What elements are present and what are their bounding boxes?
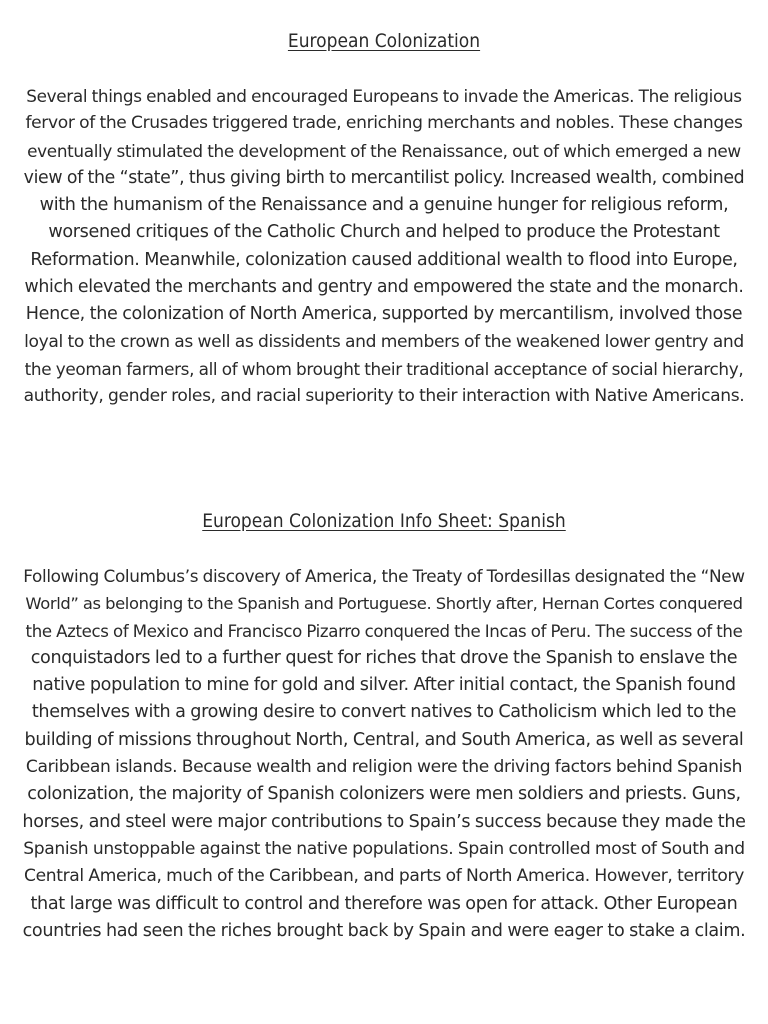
text-line: the yeoman farmers, all of whom brought their traditional acceptance of social hierarchy,: [24, 358, 744, 379]
text-line: conquistadors led to a further quest for riches that drove the Spanish to enslave the: [30, 647, 738, 668]
text-line: with the humanism of the Renaissance and a genuine hunger for religious reform,: [39, 195, 729, 216]
text-line: Spanish unstoppable against the native populations. Spain controlled most of South and: [23, 838, 745, 859]
text-line: loyal to the crown as well as dissidents and members of the weakened lower gentry and: [24, 331, 744, 352]
text-line: which elevated the merchants and gentry and empowered the state and the monarch.: [24, 277, 744, 298]
section-title-spanish: European Colonization Info Sheet: Spanish: [202, 510, 566, 532]
text-line: colonization, the majority of Spanish colonizers were men soldiers and priests. Guns,: [27, 784, 741, 805]
section-title-colonization: European Colonization: [287, 30, 481, 52]
text-line: countries had seen the riches brought back by Spain and were eager to stake a claim.: [22, 920, 746, 941]
text-line: horses, and steel were major contributions to Spain’s success because they made the: [22, 811, 746, 832]
text-line: World” as belonging to the Spanish and Portuguese. Shortly after, Hernan Cortes conquered: [25, 594, 743, 614]
text-line: view of the “state”, thus giving birth to mercantilist policy. Increased wealth, combined: [23, 167, 745, 188]
text-line: eventually stimulated the development of the Renaissance, out of which emerged a new: [27, 140, 741, 161]
text-line: Several things enabled and encouraged Europeans to invade the Americas. The religious: [26, 86, 742, 106]
text-line: that large was difficult to control and therefore was open for attack. Other European: [30, 893, 738, 914]
text-line: worsened critiques of the Catholic Church and helped to produce the Protestant: [48, 222, 720, 243]
text-line: Reformation. Meanwhile, colonization caused additional wealth to flood into Europe,: [30, 249, 738, 270]
text-line: the Aztecs of Mexico and Francisco Pizarro conquered the Incas of Peru. The success of the: [25, 621, 743, 641]
colonization-paragraph: [22, 83, 746, 411]
text-line: authority, gender roles, and racial superiority to their interaction with Native Americans.: [23, 386, 745, 407]
text-line: Central America, much of the Caribbean, and parts of North America. However, territory: [24, 866, 744, 887]
text-line: Following Columbus’s discovery of America, the Treaty of Tordesillas designated the “New: [23, 566, 745, 586]
text-line: Caribbean islands. Because wealth and religion were the driving factors behind Spanish: [25, 757, 743, 778]
text-line: building of missions throughout North, Central, and South America, as well as several: [24, 729, 744, 750]
text-line: themselves with a growing desire to convert natives to Catholicism which led to the: [31, 702, 737, 723]
text-line: native population to mine for gold and silver. After initial contact, the Spanish found: [32, 675, 736, 696]
spanish-paragraph: [22, 563, 746, 945]
text-line: Hence, the colonization of North America, supported by mercantilism, involved those: [25, 304, 743, 325]
text-line: fervor of the Crusades triggered trade, enriching merchants and nobles. These changes: [25, 113, 743, 134]
